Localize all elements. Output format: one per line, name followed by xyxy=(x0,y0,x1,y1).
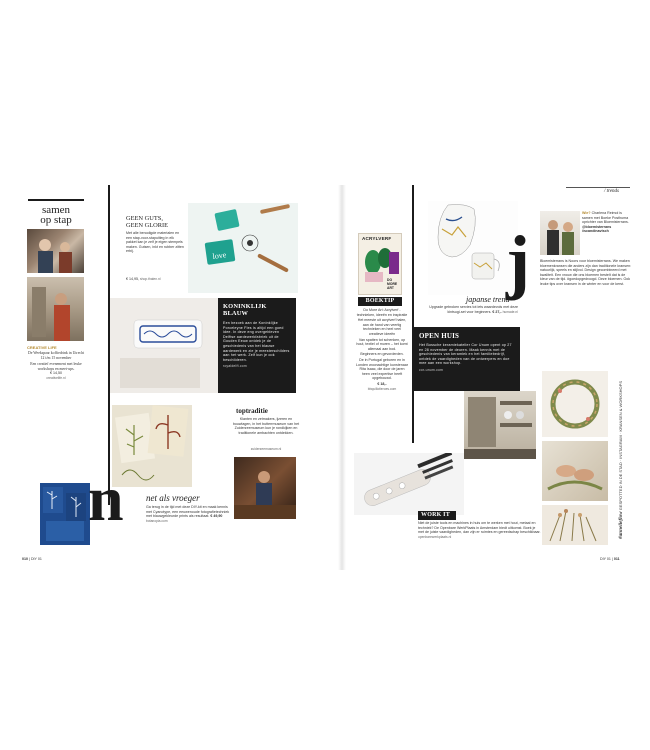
geen-guts-body: Met alle benodigde materialen en een stap-voor-stapuitleg in elk pakket kan je zelf je eigen stempels maken. Gutsen, inkt en rubber zitten erbij. xyxy=(126,231,184,254)
left-footer: 010 | DIY 01 xyxy=(22,557,42,561)
samen-photo-1 xyxy=(27,229,84,273)
kintsugi-vase-illustration xyxy=(428,201,518,295)
left-issue: DIY 01 xyxy=(30,557,42,561)
boektip-p4: De in Portugal geboren en in Londen woonachtige kunstenaar Rita Isaac, die door de jaren heen veel expertise heeft opgebouwd. xyxy=(356,357,408,381)
koninklijk-body: Een bezoek aan de Koninklijke Porceleyne Fles is altijd een goed idee. In deze eng overgebleven Delftse aardewerkfabriek uit de Gouden Eeuw ontdek je de geschiedenis van het blauwe aardewerk en zie je meesterschilders aan het werk. Zelf kun je ook beschilderen. xyxy=(223,321,290,362)
trends-section-label: / trends xyxy=(604,189,619,194)
boektip-p1: Het meeste uit acrylverf halen, aan de hand van veertig technieken en heel veel creatieve ideeën xyxy=(357,318,407,336)
ceramics-illustration xyxy=(464,391,536,459)
japanse-trend-letter: j xyxy=(506,221,530,301)
samen-price: € 14,50 xyxy=(50,371,62,376)
geen-guts-credit[interactable]: shop.thalen.nl xyxy=(140,277,161,281)
work-it-label: WORK IT xyxy=(418,511,456,520)
samen-title: samen op stap xyxy=(40,204,72,226)
work-it-credit[interactable]: openbarewerkplaats.nl xyxy=(418,534,452,539)
open-huis-body: Het Bossche keramiekatelier Cor Unum opent op 27 en 28 november de deuren. Maak kennis met de geschiedenis van keramiek en het familiebedrijf, ontdek de vaardigheden van de ontwerpers en doe mee aan een workshop. xyxy=(419,343,512,366)
work-it-body: Niet de juiste tools en machines in huis om te werken met hout, metaal en techniek? De Openbare WerkPlaats in Amsterdam biedt uitkomst. Boek je met de juiste vaardigheden, dan zijn er ruimtes en gereedschap beschikbaar. openbarewerkplaats.nl xyxy=(418,521,541,539)
delft-plate-illustration xyxy=(110,298,218,393)
boektip-cover-sub: DO MORE ART xyxy=(387,278,398,290)
boektip-cover-title: ACRYLVERF xyxy=(362,236,392,241)
trends-sidebar-brand: #annelieflow xyxy=(618,511,624,539)
botanical-illustration xyxy=(112,405,192,487)
samen-body-b: Een creatief evenement met leuke workshops en meet-ups. xyxy=(30,362,82,371)
boektip-label: BOEKTIP xyxy=(358,297,402,306)
founders-illustration xyxy=(540,211,580,255)
toptraditie-title: toptraditie xyxy=(236,407,268,415)
samen-body-a: De Weekspaar koffiedrink in Utrecht 12 t/m 15 november xyxy=(27,351,85,360)
wreath-photo xyxy=(542,371,608,437)
right-footer: DIY 01 | 011 xyxy=(600,557,620,561)
koninklijk-credit[interactable]: royaldelft.com xyxy=(223,364,247,369)
cyanotype-photo xyxy=(40,483,90,545)
trends-body: Bloemisterrans is Noors voor bloemisterrans. We maken bloemenkransen die anders zijn dan traditionele kransen: natuurlijk, speels en stijlvol. Design gecombineerd met kwaliteit. Een vrouw die ons bloemen bestelt dat is de kleur van de tijd. #goedopgedroogd. Deze bloemen. Ook leuke tips over kransen in de winter en voor de kerst. xyxy=(540,259,632,286)
multitool-illustration xyxy=(354,453,464,515)
net-als-vroeger-credit[interactable]: botanopia.com xyxy=(146,518,168,523)
open-huis-credit[interactable]: cor-unum.com xyxy=(419,367,444,372)
geen-guts-price: € 14,95, xyxy=(126,277,139,281)
open-huis-panel xyxy=(414,327,520,391)
cyanotype-illustration xyxy=(40,483,90,545)
svg-text:love: love xyxy=(211,250,227,262)
boektip-price: € 18,- xyxy=(377,381,387,386)
tools-photo xyxy=(354,453,464,515)
creative-life-label: CREATIVE LIFE xyxy=(27,345,57,350)
net-als-vroeger-title: net als vroeger xyxy=(146,493,200,503)
samen-credit[interactable]: creativelife.nl xyxy=(46,375,66,380)
net-als-vroeger-letter: n xyxy=(88,463,124,534)
koninklijk-panel xyxy=(218,298,296,393)
boektip-credit[interactable]: bbquillotieroes.com xyxy=(367,386,397,391)
japanse-trend-body: Upgrade gebroken servies tot iets waardevols met deze kintsugi-set voor beginners. € 27,- humade.nl xyxy=(429,305,518,314)
boektip-p2: Van spatten tot schenken, op hout, textiel of muren – het komt allemaal aan bod. xyxy=(356,337,408,351)
geen-guts-title: GEEN GUTS, GEEN GLORIE xyxy=(126,215,169,229)
stamp-illustration xyxy=(188,203,298,293)
samen-photo-2 xyxy=(27,277,84,341)
hands-wreath-photo xyxy=(542,441,608,501)
trends-handles: @bloemisterrans #scandinavisch xyxy=(582,224,612,234)
kintsugi-photo xyxy=(428,201,518,295)
wreath-illustration xyxy=(542,371,608,437)
stamp-kit-photo xyxy=(188,203,298,293)
founders-photo xyxy=(540,211,580,255)
dried-flowers-photo xyxy=(542,505,608,545)
trends-wie-label: Wie? xyxy=(582,211,591,215)
botanical-prints-photo xyxy=(112,405,192,487)
toptraditie-body: Klanten en zetmakers, ijzeren en bouwlagen, in het butterrmuseum van het Zuiderzeemuseum kun je rondkijken en traditionele ambachten ontdekken. xyxy=(232,417,300,435)
boektip-p3: Beginners en gevorderden. xyxy=(360,352,404,357)
page-gutter xyxy=(338,185,346,570)
koninklijk-title: KONINKLIJK BLAUW xyxy=(223,303,267,317)
boektip-rule xyxy=(412,185,414,443)
delft-plate-photo xyxy=(110,298,218,393)
woman-illustration xyxy=(27,277,84,341)
magazine-spread xyxy=(18,185,632,570)
net-als-vroeger-price: € 49,90 xyxy=(210,514,223,519)
japanse-trend-credit[interactable]: humade.nl xyxy=(502,309,518,314)
open-huis-title: OPEN HUIS xyxy=(419,332,460,340)
dried-flowers-illustration xyxy=(542,505,608,545)
net-als-vroeger-body: Ga terug in de tijd met deze DIY-kit en maak kennis met Cyanotype, een eeuwenoude fotografietechniek met blauwgekleurde prints als resultaat. € 49,90 botanopia.com xyxy=(146,505,230,523)
workshop-man-photo xyxy=(234,457,296,519)
japanse-trend-price: € 27,- xyxy=(492,309,502,314)
japanse-trend-title: japanse trend xyxy=(466,295,510,304)
right-page-number: 011 xyxy=(613,557,620,561)
toptraditie-credit[interactable]: zuiderzeemuseum.nl xyxy=(250,447,282,451)
trends-sidebar-text: GESPOTTED IN DE STAD · INSTAGRAM · KRANSEN & WORKSHOPS xyxy=(618,381,623,511)
boektip-cover xyxy=(358,233,402,295)
boektip-text xyxy=(356,308,408,391)
hands-illustration xyxy=(542,441,608,501)
craftsman-illustration xyxy=(234,457,296,519)
samen-text xyxy=(27,345,85,380)
trends-wie: Wie? Charlena Reimol is samen met Boeke Posthuma oprichter van Bloemisterrans. @bloemisterrans #scandinavisch xyxy=(582,211,629,234)
boektip-intro: Do More Art: Acrylverf - technieken, ideeën en inspiratie xyxy=(356,308,408,317)
trends-top-rule xyxy=(566,187,630,188)
trends-vertical-sidebar xyxy=(614,371,628,545)
geen-guts-price-line xyxy=(126,277,186,282)
left-page-number: 010 xyxy=(22,557,28,561)
ceramics-workshop-photo xyxy=(464,391,536,459)
right-issue: DIY 01 xyxy=(600,557,611,561)
people-illustration xyxy=(27,229,84,273)
samen-top-rule xyxy=(28,199,84,201)
